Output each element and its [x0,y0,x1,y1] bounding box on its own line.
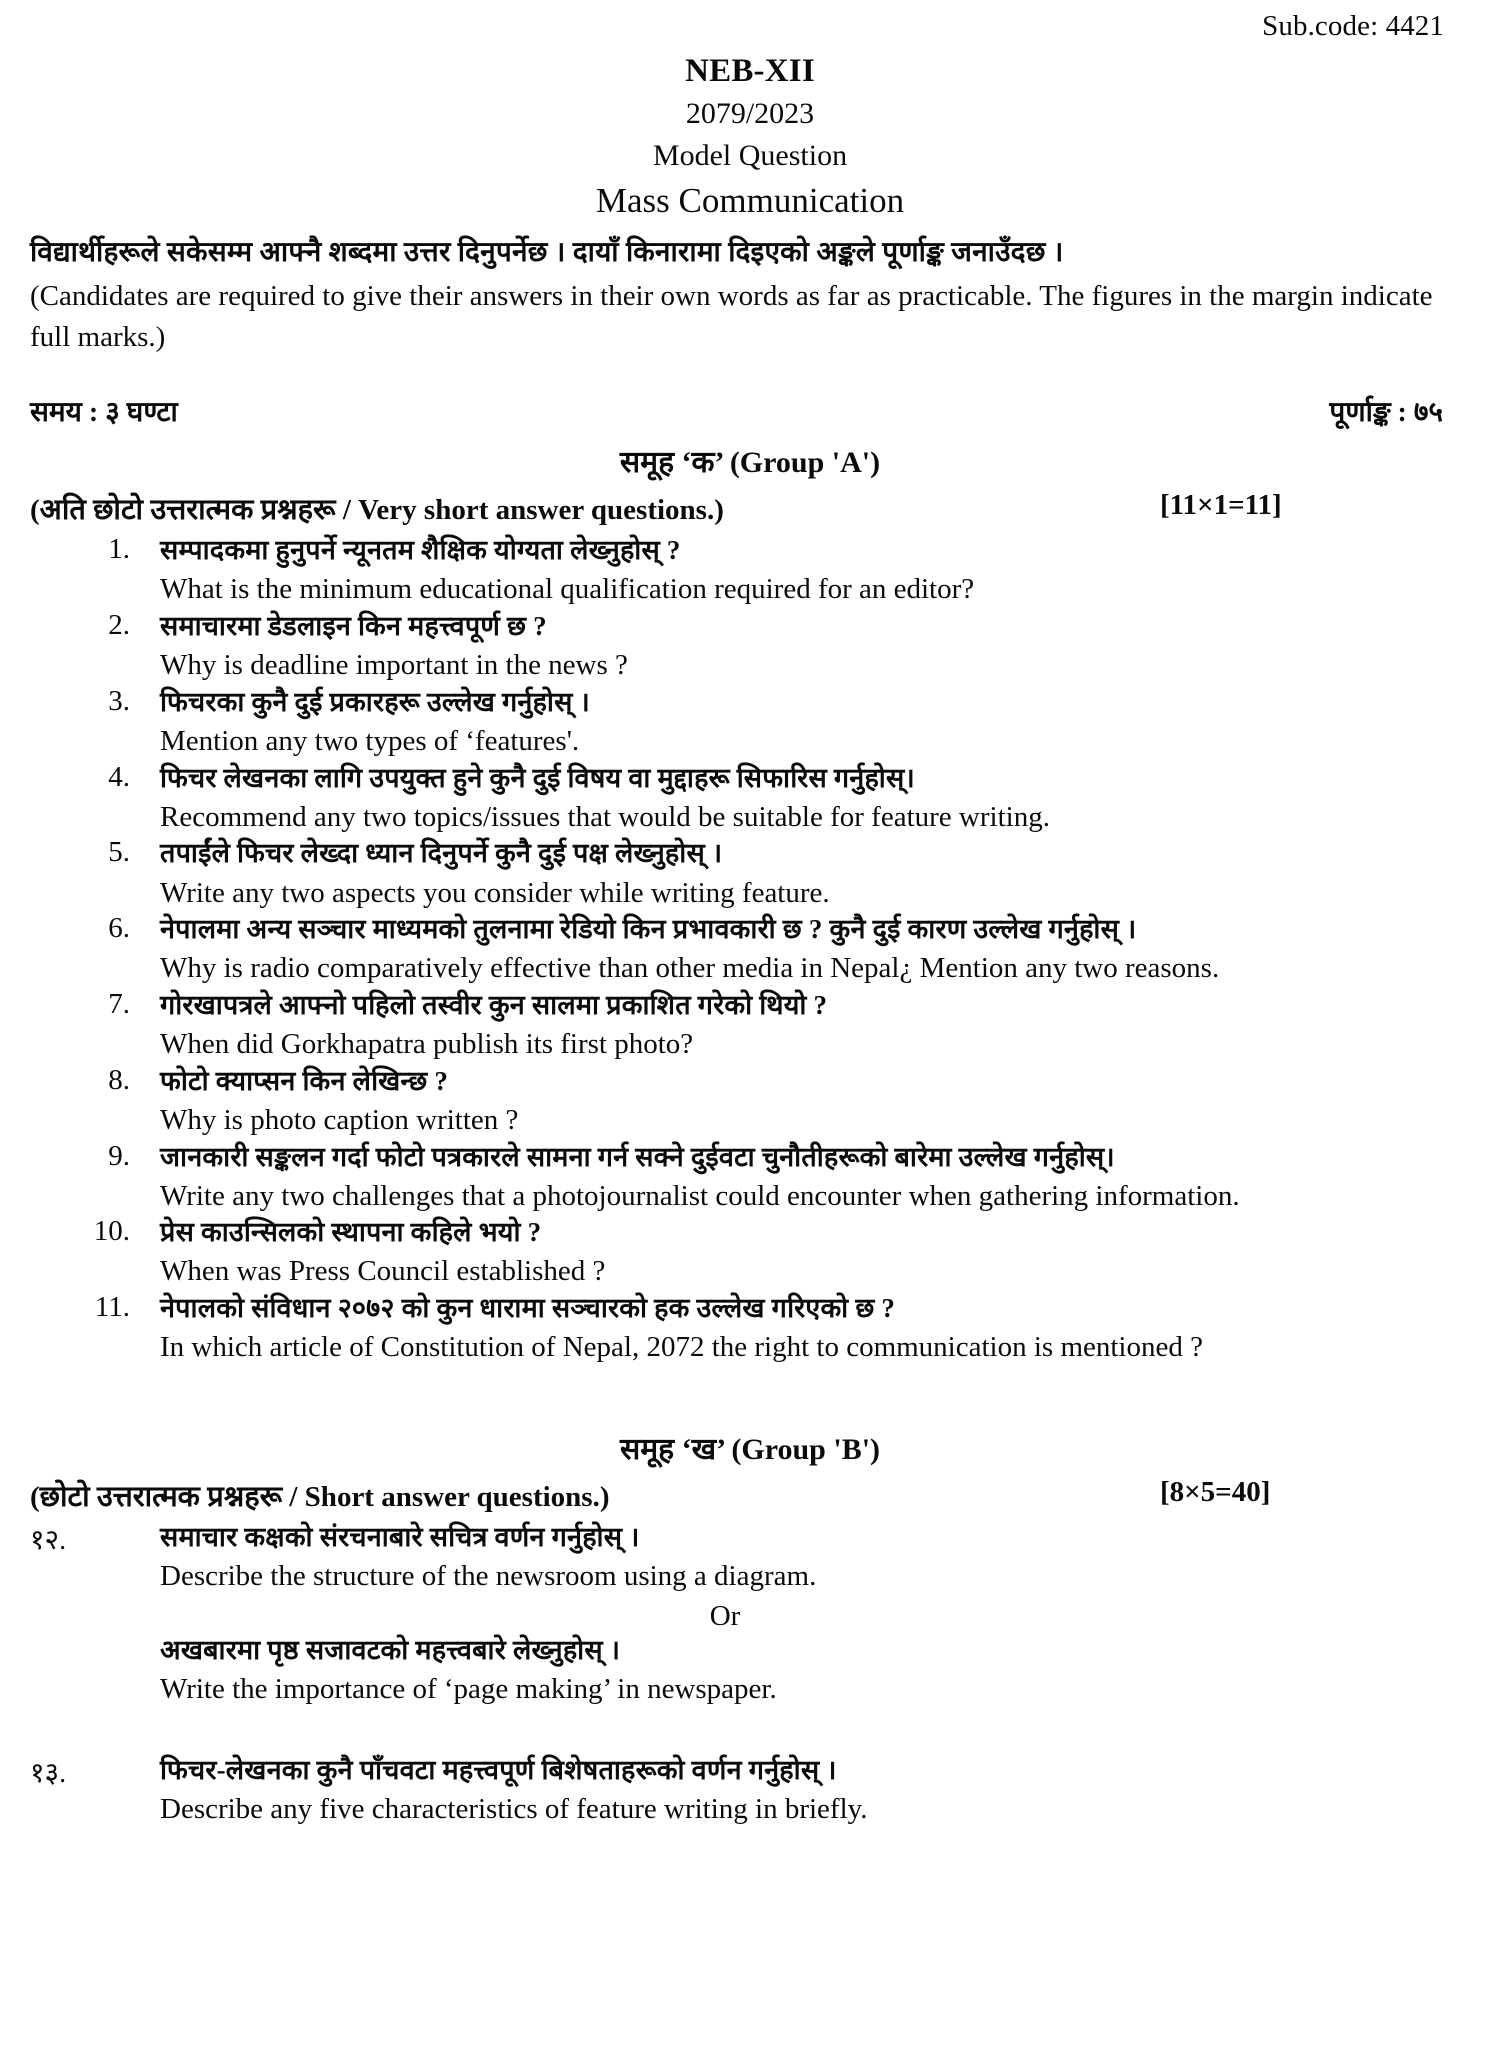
instructions-english: (Candidates are required to give their answers in their own words as far as practicable. The figures in the margin indicate full marks.) [30,280,1433,354]
subject-title: Mass Communication [595,181,905,220]
question-text-nepali: समाचार कक्षको संरचनाबारे सचित्र वर्णन गर्नुहोस् । [160,1521,640,1552]
question-text-nepali: नेपालको संविधान २०७२ को कुन धारामा सञ्चारको हक उल्लेख गरिएको छ ? [160,1293,896,1324]
question-item [30,609,1470,685]
group-b-subheading-row [30,1476,1470,1514]
question-text-english: Write any two challenges that a photojournalist could encounter when gathering information. [160,1179,1240,1212]
question-text-nepali: फिचर लेखनका लागि उपयुक्त हुने कुनै दुई विषय वा मुद्दाहरू सिफारिस गर्नुहोस्। [160,762,915,793]
question-number: 2. [108,609,130,642]
group-b-subheading: (छोटो उत्तरात्मक प्रश्नहरू / Short answer questions.) [30,1480,610,1513]
question-text-nepali: फोटो क्याप्सन किन लेखिन्छ ? [160,1065,449,1096]
question-item [30,1215,1470,1291]
exam-year: 2079/2023 [685,97,815,130]
question-text-english: What is the minimum educational qualification required for an editor? [160,573,975,606]
board-title: NEB-XII [685,53,815,89]
group-b-marks: [8×5=40] [1160,1475,1271,1508]
question-text-nepali: समाचारमा डेडलाइन किन महत्त्वपूर्ण छ ? [160,611,547,642]
question-number: 7. [108,988,130,1021]
question-item [30,761,1470,837]
question-text-english: When was Press Council established ? [160,1255,606,1288]
question-number: 5. [108,836,130,869]
subject-code: Sub.code: 4421 [1262,10,1444,42]
question-number: १२. [30,1524,67,1556]
group-b-question-list [30,1520,1470,1828]
group-a-question-list [30,533,1470,1367]
question-number: 6. [108,912,130,945]
question-text-english: Recommend any two topics/issues that would be suitable for feature writing. [160,800,1050,833]
question-text-english: Mention any two types of ‘features'. [160,725,580,757]
question-number: 10. [93,1215,130,1248]
question-item [30,1064,1470,1140]
question-number: 3. [108,684,130,717]
question-item [30,912,1470,988]
question-text-english: Why is radio comparatively effective than other media in Nepal¿ Mention any two reasons. [160,952,1220,985]
question-number: 8. [108,1063,130,1096]
or-separator: Or [709,1599,741,1632]
question-text-english: Why is deadline important in the news ? [160,649,628,682]
question-number: 1. [108,533,130,566]
question-item [30,1753,1470,1829]
question-text-english: Why is photo caption written ? [160,1103,519,1136]
group-a-heading: समूह ‘क’ (Group 'A') [619,446,881,480]
group-a-subheading-row [30,489,1470,527]
question-item [30,988,1470,1064]
group-divider-spacer [30,1367,1470,1419]
question-text-nepali: नेपालमा अन्य सञ्चार माध्यमको तुलनामा रेडियो किन प्रभावकारी छ ? कुनै दुई कारण उल्लेख गर्नुहोस् । [160,914,1137,945]
question-item [30,685,1470,761]
group-a-marks: [11×1=11] [1160,489,1282,522]
group-b-heading: समूह ‘ख’ (Group 'B') [619,1432,881,1466]
question-text-nepali: फिचरका कुनै दुई प्रकारहरू उल्लेख गर्नुहोस् । [160,686,590,717]
instructions-nepali: विद्यार्थीहरूले सकेसम्म आफ्नै शब्दमा उत्तर दिनुपर्नेछ । दायाँ किनारामा दिइएको अङ्कले पूर्णाङ्क जनाउँदछ । [30,237,1064,268]
question-spacer [30,1709,1470,1753]
question-text-nepali: तपाईंले फिचर लेख्दा ध्यान दिनुपर्ने कुनै दुई पक्ष लेख्नुहोस् । [160,838,723,869]
question-text-english: Write any two aspects you consider while writing feature. [160,876,830,909]
question-number: 11. [94,1291,130,1324]
question-text-nepali: गोरखापत्रले आफ्नो पहिलो तस्वीर कुन सालमा प्रकाशित गरेको थियो ? [160,990,828,1021]
question-number: 9. [108,1139,130,1172]
question-item [30,836,1470,912]
exam-info-row [30,392,1470,432]
question-number: 4. [108,760,130,793]
question-text-nepali: प्रेस काउन्सिलको स्थापना कहिले भयो ? [160,1217,542,1248]
question-item [30,533,1470,609]
question-item [30,1291,1470,1367]
question-item [30,1520,1470,1709]
question-text-english: In which article of Constitution of Nepal, 2072 the right to communication is mentioned ? [160,1331,1203,1364]
exam-full-marks: पूर्णाङ्क : ७५ [1329,397,1443,429]
alternate-question-nepali: अखबारमा पृष्ठ सजावटको महत्त्वबारे लेख्नुहोस् । [160,1634,621,1665]
question-number: १३. [30,1757,67,1789]
question-text-english: When did Gorkhapatra publish its first photo? [160,1028,694,1061]
alternate-question-english: Write the importance of ‘page making’ in newspaper. [160,1672,777,1705]
group-a-subheading: (अति छोटो उत्तरात्मक प्रश्नहरू / Very short answer questions.) [30,494,724,527]
question-text-english: Describe the structure of the newsroom using a diagram. [160,1560,817,1593]
question-item [30,1140,1470,1216]
question-text-nepali: जानकारी सङ्कलन गर्दा फोटो पत्रकारले सामना गर्न सक्ने दुईवटा चुनौतीहरूको बारेमा उल्लेख गर्नुहोस्। [160,1141,1115,1172]
paper-type: Model Question [652,139,848,172]
question-text-english: Describe any five characteristics of feature writing in briefly. [160,1792,868,1825]
exam-time: समय : ३ घण्टा [30,397,178,429]
question-text-nepali: फिचर-लेखनका कुनै पाँचवटा महत्त्वपूर्ण बिशेषताहरूको वर्णन गर्नुहोस् । [160,1754,837,1785]
question-text-nepali: सम्पादकमा हुनुपर्ने न्यूनतम शैक्षिक योग्यता लेख्नुहोस् ? [160,535,681,566]
